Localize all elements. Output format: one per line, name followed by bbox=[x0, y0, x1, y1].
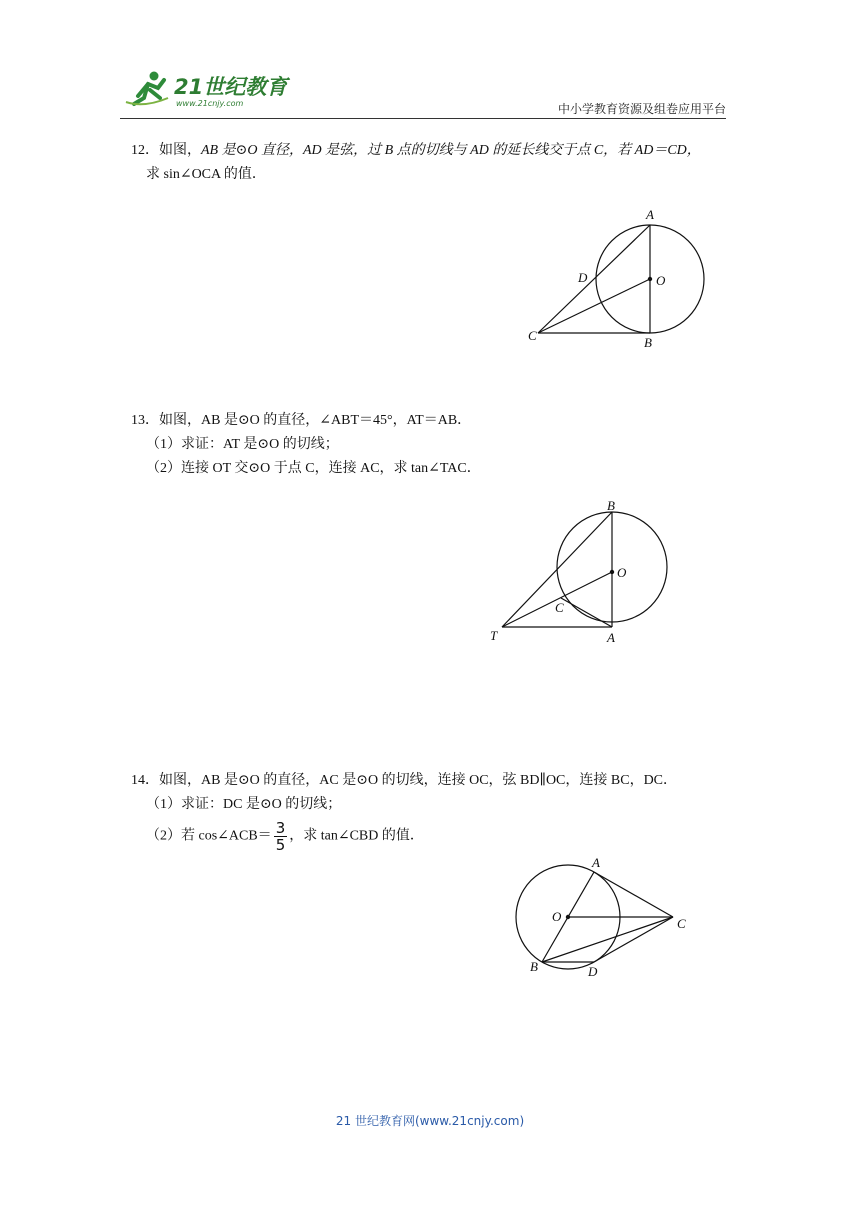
q12-body: AB 是⊙O 直径，AD 是弦，过 B 点的切线与 AD 的延长线交于点 C，若 AD＝CD， bbox=[201, 143, 701, 158]
platform-title: 中小学教育资源及组卷应用平台 bbox=[557, 102, 726, 116]
q14-fraction bbox=[274, 820, 288, 853]
logo-url: www.21cnjy.com bbox=[176, 99, 244, 108]
q12-label-b: B bbox=[644, 335, 652, 350]
q13-label-o: O bbox=[617, 565, 627, 580]
q13-figure bbox=[485, 495, 685, 650]
q14-part2 bbox=[146, 820, 424, 853]
q13-label-c: C bbox=[555, 600, 564, 615]
q12-label-o: O bbox=[656, 273, 666, 288]
header-divider bbox=[120, 118, 726, 119]
q14-part2-pre: （2）若 cos∠ACB＝ bbox=[146, 828, 272, 844]
q14-part2-post: ，求 tan∠CBD 的值． bbox=[289, 828, 424, 844]
q14-fraction-num: 3 bbox=[275, 819, 286, 837]
q12-label-a: A bbox=[646, 207, 654, 222]
q14-fraction-den: 5 bbox=[275, 836, 286, 854]
logo-text: 21世纪教育 bbox=[174, 75, 288, 99]
q14-part1: （1）求证：DC 是⊙O 的切线； bbox=[146, 797, 342, 812]
q12-label-c: C bbox=[528, 328, 537, 343]
q12-line1 bbox=[131, 139, 701, 163]
q14-label-a: A bbox=[592, 855, 600, 870]
q12-figure bbox=[520, 200, 710, 350]
logo bbox=[124, 68, 294, 110]
q14-line1: 14．如图，AB 是⊙O 的直径，AC 是⊙O 的切线，连接 OC，弦 BD∥OC，连接 BC，DC． bbox=[131, 773, 678, 788]
q13-part1: （1）求证：AT 是⊙O 的切线； bbox=[146, 437, 339, 452]
q13-line1: 13．如图，AB 是⊙O 的直径，∠ABT＝45°，AT＝AB． bbox=[131, 413, 472, 428]
q14-label-b: B bbox=[530, 959, 538, 974]
q13-label-b: B bbox=[607, 498, 615, 513]
runner-icon bbox=[126, 72, 168, 105]
q13-part2: （2）连接 OT 交⊙O 于点 C，连接 AC，求 tan∠TAC． bbox=[146, 461, 481, 476]
q14-label-c: C bbox=[677, 916, 686, 931]
q14-figure bbox=[505, 850, 700, 980]
q12-label-d: D bbox=[578, 270, 588, 285]
logo-graphic bbox=[124, 68, 294, 110]
footer-link[interactable]: 21 世纪教育网(www.21cnjy.com) bbox=[335, 1114, 525, 1128]
q12-line2: 求 sin∠OCA 的值． bbox=[146, 167, 266, 182]
q14-label-o: O bbox=[552, 909, 562, 924]
q14-label-d: D bbox=[588, 964, 598, 979]
q13-label-t: T bbox=[490, 628, 498, 643]
q12-number: 12．如图， bbox=[131, 143, 201, 158]
q13-label-a: A bbox=[607, 630, 615, 645]
